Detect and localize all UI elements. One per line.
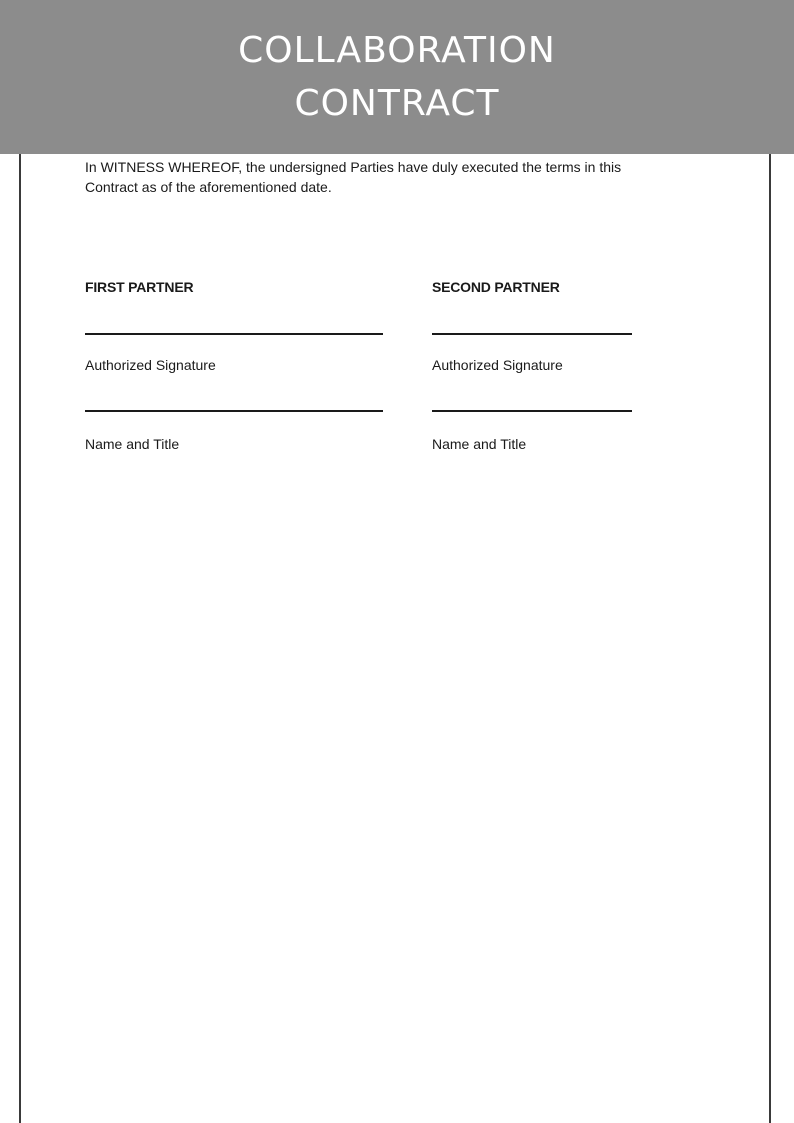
second-partner-signature-line[interactable] <box>432 333 632 335</box>
first-partner-block <box>85 277 383 454</box>
second-partner-block <box>432 277 632 454</box>
first-partner-signature-label: Authorized Signature <box>85 357 216 373</box>
title-banner <box>0 0 794 154</box>
document-title-line-1: COLLABORATION <box>238 30 556 71</box>
witness-clause-line-2: Contract as of the aforementioned date. <box>85 179 332 195</box>
first-partner-name-label: Name and Title <box>85 436 180 452</box>
second-partner-signature-label: Authorized Signature <box>432 357 563 373</box>
first-partner-name-line[interactable] <box>85 410 383 412</box>
second-partner-name-label: Name and Title <box>432 436 527 452</box>
second-partner-name-line[interactable] <box>432 410 632 412</box>
second-partner-heading: SECOND PARTNER <box>432 279 560 295</box>
document-title-line-2: CONTRACT <box>294 83 500 124</box>
witness-clause <box>85 157 685 197</box>
witness-clause-line-1: In WITNESS WHEREOF, the undersigned Parties have duly executed the terms in this <box>85 159 622 175</box>
first-partner-heading: FIRST PARTNER <box>85 279 194 295</box>
first-partner-signature-line[interactable] <box>85 333 383 335</box>
